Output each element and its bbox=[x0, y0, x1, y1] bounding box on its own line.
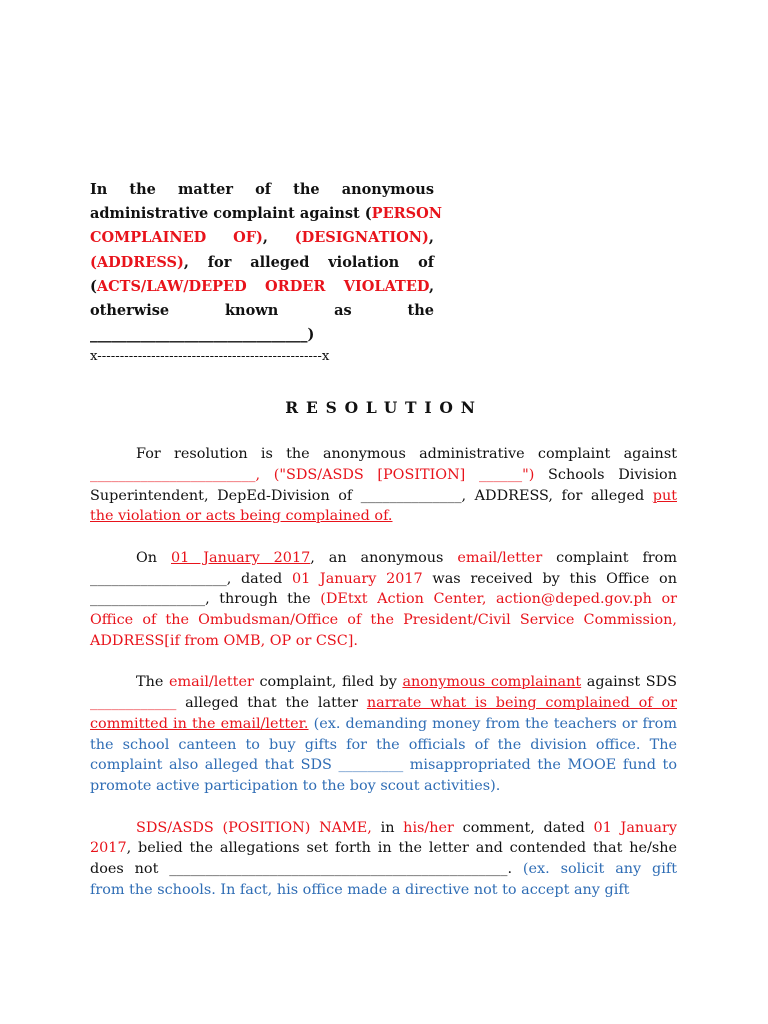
placeholder-respondent: _______________________, ("SDS/ASDS [POSITION] ______") bbox=[90, 466, 535, 483]
caption-text: , bbox=[262, 229, 268, 247]
caption-line-6: otherwise known as the bbox=[90, 302, 434, 320]
placeholder-email-letter: email/letter bbox=[457, 549, 543, 566]
case-caption bbox=[90, 178, 443, 347]
caption-text: , bbox=[428, 277, 434, 295]
text-run: comment, dated bbox=[453, 819, 594, 836]
caption-placeholder-complained: COMPLAINED OF) bbox=[90, 229, 263, 247]
caption-text: , bbox=[428, 229, 434, 247]
caption-placeholder-acts: ACTS/LAW/DEPED ORDER VIOLATED bbox=[96, 277, 429, 295]
placeholder-date: 01 January 2017 bbox=[291, 570, 423, 587]
text-run: alleged that the latter bbox=[176, 695, 367, 711]
text-run: For resolution is the anonymous administrative complaint against bbox=[136, 446, 677, 462]
placeholder-position-name: SDS/ASDS (POSITION) NAME, bbox=[136, 819, 372, 836]
document-body bbox=[90, 444, 677, 921]
text-run: complaint from ___________________, dated bbox=[90, 549, 677, 587]
caption-separator: x--------------------------------------------------x bbox=[90, 349, 330, 364]
example-text: (ex. demanding money from the teachers or from the school canteen to buy gifts for the officials of the division office. The complaint also alleged that SDS _________ misappropriated the MOOE fund to promote active participation to the boy scout activities). bbox=[90, 715, 677, 794]
placeholder-complainant: anonymous complainant bbox=[402, 674, 582, 691]
caption-text: ( bbox=[90, 277, 97, 295]
caption-line-2 bbox=[90, 202, 443, 226]
placeholder-source-office: (DEtxt Action Center, action@deped.gov.ph or Office of the Ombudsman/Office of the President/Civil Service Commission, ADDRESS[if from OMB, OP or CSC]. bbox=[90, 591, 677, 649]
text-run: complaint, filed by bbox=[253, 674, 403, 691]
text-run: The bbox=[136, 674, 169, 691]
placeholder-pronoun: his/her bbox=[403, 819, 454, 836]
text-run: was received by this Office on ________________, through the bbox=[90, 570, 677, 608]
text-run: Schools Division Superintendent, DepEd-Division of ______________, ADDRESS, for alleged bbox=[90, 466, 677, 504]
paragraph-1 bbox=[90, 444, 677, 527]
caption-line-3 bbox=[90, 226, 434, 250]
text-run: , an anonymous bbox=[310, 549, 458, 566]
placeholder-narration: narrate what is being complained of or committed in the email/letter. bbox=[90, 695, 677, 732]
example-text: (ex. solicit any gift from the schools. In fact, his office made a directive not to accept any gift bbox=[90, 861, 677, 898]
paragraph-2 bbox=[90, 548, 677, 652]
caption-line-1: In the matter of the anonymous bbox=[90, 181, 434, 198]
placeholder-date: 01 January 2017 bbox=[90, 819, 678, 857]
caption-line-5 bbox=[90, 275, 434, 299]
caption-placeholder-designation: (DESIGNATION) bbox=[294, 229, 429, 247]
caption-placeholder-person: PERSON bbox=[371, 205, 443, 223]
document-title: RESOLUTION bbox=[285, 398, 483, 417]
placeholder-sds-name: ____________ bbox=[90, 695, 177, 711]
caption-text: , for alleged violation of bbox=[183, 253, 434, 271]
caption-placeholder-address: (ADDRESS) bbox=[90, 253, 184, 271]
placeholder-violation: put the violation or acts being complained of. bbox=[90, 487, 677, 525]
text-run: , belied the allegations set forth in the letter and contended that he/she does not _______________________________________________. bbox=[90, 840, 677, 877]
caption-line-4 bbox=[90, 251, 434, 275]
placeholder-date: 01 January 2017 bbox=[171, 549, 311, 566]
placeholder-email-letter: email/letter bbox=[168, 674, 254, 691]
caption-line-7: ______________________________) bbox=[90, 326, 315, 344]
paragraph-4 bbox=[90, 818, 677, 901]
paragraph-3 bbox=[90, 672, 677, 797]
text-run: On bbox=[136, 549, 171, 566]
caption-text: administrative complaint against ( bbox=[90, 205, 372, 223]
text-run: against SDS bbox=[581, 674, 677, 691]
text-run: in bbox=[371, 819, 404, 836]
